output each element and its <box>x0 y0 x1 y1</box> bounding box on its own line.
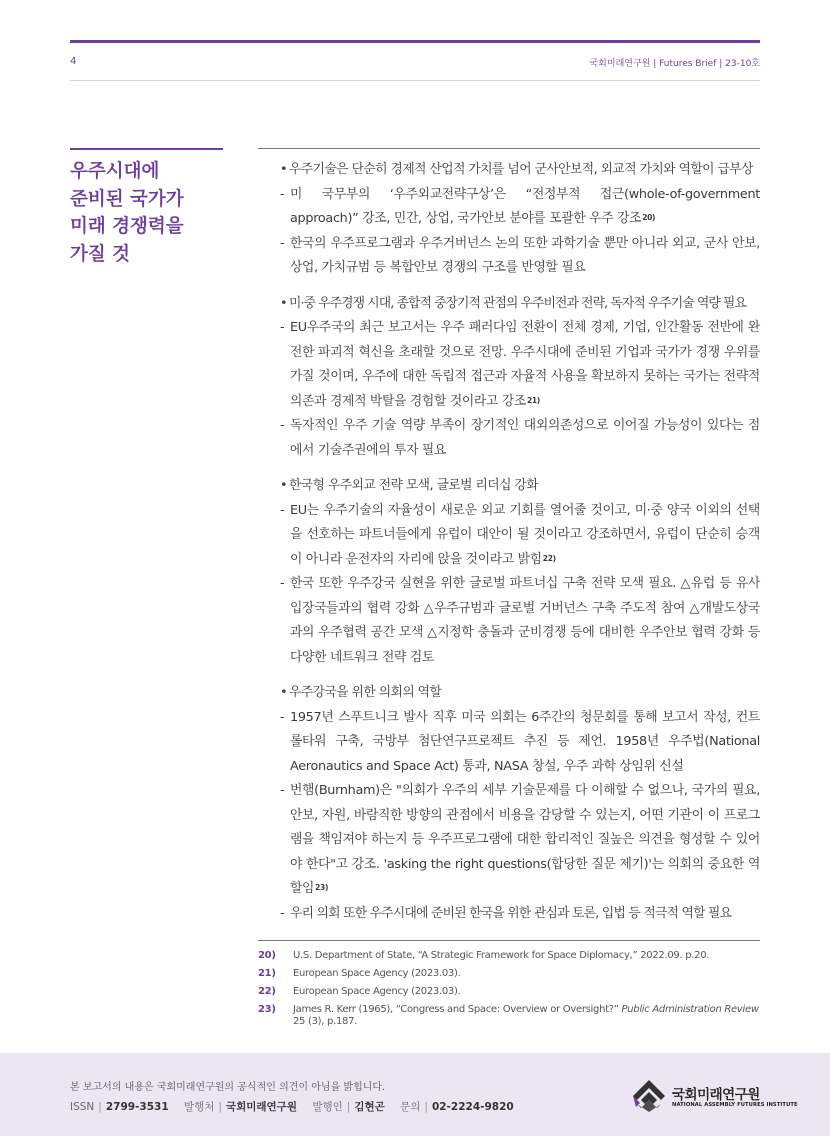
sidebar-title <box>70 158 230 268</box>
issn-value: 2799-3531 <box>105 1101 169 1113</box>
editor-label: 발행인 <box>312 1101 343 1113</box>
logo-subtitle: NATIONAL ASSEMBLY FUTURES INSTITUTE <box>672 1102 798 1108</box>
sub-point: - EU우주국의 최근 보고서는 우주 패러다임 전환이 전체 경제, 기업, 인간활동 전반에 완전한 파괴적 혁신을 초래할 것으로 전망. 우주시대에 준비된 기업과 국가가 경쟁 우위를 가질 것이며, 우주에 대한 독립적 접근과 자율적 사용을 확보하지 못하는 국가는 전략적 의존과 경제적 박탈을 경험할 것이라고 강조$^{21)}$ <box>280 316 760 414</box>
bullet-point: • 우주기술은 단순히 경제적 산업적 가치를 넘어 군사안보적, 외교적 가치와 역할이 급부상 <box>280 158 760 183</box>
page-number: 4 <box>70 56 77 67</box>
bullet-point: • 한국형 우주외교 전략 모색, 글로벌 리더십 강화 <box>280 474 760 499</box>
footnote-number: 22) <box>258 986 276 997</box>
footer <box>0 1053 830 1136</box>
issn-label: ISSN <box>70 1101 95 1113</box>
section-role-of-parliament <box>280 681 760 926</box>
sub-point: - 번햄(Burnham)은 "의회가 우주의 세부 기술문제를 다 이해할 수 없으나, 국가의 필요, 안보, 자원, 바람직한 방향의 관점에서 비용을 감당할 수 있는지, 어떤 기관이 이 프로그램을 책임져야 하는지 등 우주프로그램에 대한 합리적인 질높은 의견을 형성할 수 있어야 한다"고 강조. 'asking the right questions(합당한 질문 제기)'는 의회의 중요한 역할임$^{23)}$ <box>280 779 760 902</box>
footnote-text: European Space Agency (2023.03). <box>293 986 461 997</box>
header-divider <box>70 80 760 81</box>
footnote-item <box>258 986 760 998</box>
logo-name: 국회미래연구원 <box>672 1087 760 1103</box>
contact-value: 02-2224-9820 <box>431 1101 514 1113</box>
editor-value: 김현곤 <box>354 1101 385 1113</box>
sidebar-rule <box>70 148 223 150</box>
sub-point: - 한국 또한 우주강국 실현을 위한 글로벌 파트너십 구축 전략 모색 필요. △유럽 등 유사입장국들과의 협력 강화 △우주규범과 글로벌 거버넌스 구축 주도적 참여 △개발도상국과의 우주협력 공간 모색 △지정학 충돌과 군비경쟁 등에 대비한 우주안보 협력 강화 등 다양한 네트워크 전략 검토 <box>280 572 760 670</box>
sub-point: - 우리 의회 또한 우주시대에 준비된 한국을 위한 관심과 토론, 입법 등 적극적 역할 필요 <box>280 902 760 927</box>
footnote-text: European Space Agency (2023.03). <box>293 968 461 979</box>
main-rule <box>258 148 760 149</box>
top-rule <box>70 40 760 43</box>
logo-mark-icon <box>632 1079 666 1113</box>
footnote-ref[interactable]: 22) <box>542 553 556 563</box>
footnote-number: 20) <box>258 950 276 961</box>
publisher-value: 국회미래연구원 <box>225 1101 297 1113</box>
publisher-label: 발행처 <box>183 1101 215 1113</box>
footnote-item <box>258 950 760 962</box>
institute-logo <box>632 1077 798 1117</box>
footnote-number: 23) <box>258 1004 276 1015</box>
footnote-divider <box>258 940 760 941</box>
sub-point: - EU는 우주기술의 자율성이 새로운 외교 기회를 열어줄 것이고, 미·중 양국 이외의 선택을 선호하는 파트너들에게 유럽이 대안이 될 것이라고 강조하면서, 유럽이 단순히 승객이 아니라 운전자의 자리에 앉을 것이라고 밝힘$^{22)}$ <box>280 499 760 573</box>
footnote-number: 21) <box>258 968 276 979</box>
bullet-point: • 우주강국을 위한 의회의 역할 <box>280 681 760 706</box>
footnote-item <box>258 968 760 980</box>
footnote-text: U.S. Department of State, “A Strategic Framework for Space Diplomacy,” 2022.09. p.20. <box>293 950 710 961</box>
main-body <box>280 158 760 937</box>
disclaimer: 본 보고서의 내용은 국회미래연구원의 공식적인 의견이 아님을 밝힙니다. <box>70 1082 386 1093</box>
sidebar-title-line: 우주시대에 <box>70 161 160 182</box>
sub-point: - 1957년 스푸트니크 발사 직후 미국 의회는 6주간의 청문회를 통해 보고서 작성, 컨트롤타워 구축, 국방부 첨단연구프로젝트 추진 등 제언. 1958년 우주법(National Aeronautics and Space Act) 통과, NASA 창설, 우주 과학 상임위 신설 <box>280 706 760 780</box>
sidebar-title-line: 준비된 국가가 <box>70 188 184 210</box>
footnote-item <box>258 1004 760 1028</box>
section-space-diplomacy <box>280 474 760 670</box>
section-us-china-competition <box>280 292 760 464</box>
sub-point: - 미 국무부의 ‘우주외교전략구상’은 “전정부적 접근(whole-of-government approach)” 강조, 민간, 상업, 국가안보 분야를 포괄한 우주 강조$^{20)}$ <box>280 183 760 232</box>
sidebar-title-line: 가질 것 <box>70 243 131 265</box>
footnotes <box>258 950 760 1034</box>
sub-point: - 독자적인 우주 기술 역량 부족이 장기적인 대외의존성으로 이어질 가능성이 있다는 점에서 기술주권에의 투자 필요 <box>280 414 760 463</box>
sidebar-title-line: 미래 경쟁력을 <box>70 216 184 237</box>
section-space-tech-value <box>280 158 760 281</box>
publication-info: ISSN | 2799-3531 발행처 | 국회미래연구원 발행인 | 김현곤 문의 | 02-2224-9820 <box>70 1101 514 1113</box>
bullet-point: • 미·중 우주경쟁 시대, 종합적 중장기적 관점의 우주비전과 전략, 독자적 우주기술 역량 필요 <box>280 292 760 317</box>
footnote-ref[interactable]: 23) <box>315 883 329 892</box>
footnote-ref[interactable]: 20) <box>642 213 656 222</box>
running-head: 국회미래연구원 | Futures Brief | 23-10호 <box>589 59 760 69</box>
footnote-ref[interactable]: 21) <box>526 395 540 405</box>
contact-label: 문의 <box>400 1101 421 1113</box>
journal-title: Public Administration Review <box>621 1004 759 1015</box>
sub-point: - 한국의 우주프로그램과 우주거버넌스 논의 또한 과학기술 뿐만 아니라 외교, 군사 안보, 상업, 가치규범 등 복합안보 경쟁의 구조를 반영할 필요 <box>280 232 760 281</box>
footnote-text: James R. Kerr (1965), “Congress and Space: Overview or Oversight?” Public Administration Review 25 (3), p.187. <box>293 1004 759 1027</box>
